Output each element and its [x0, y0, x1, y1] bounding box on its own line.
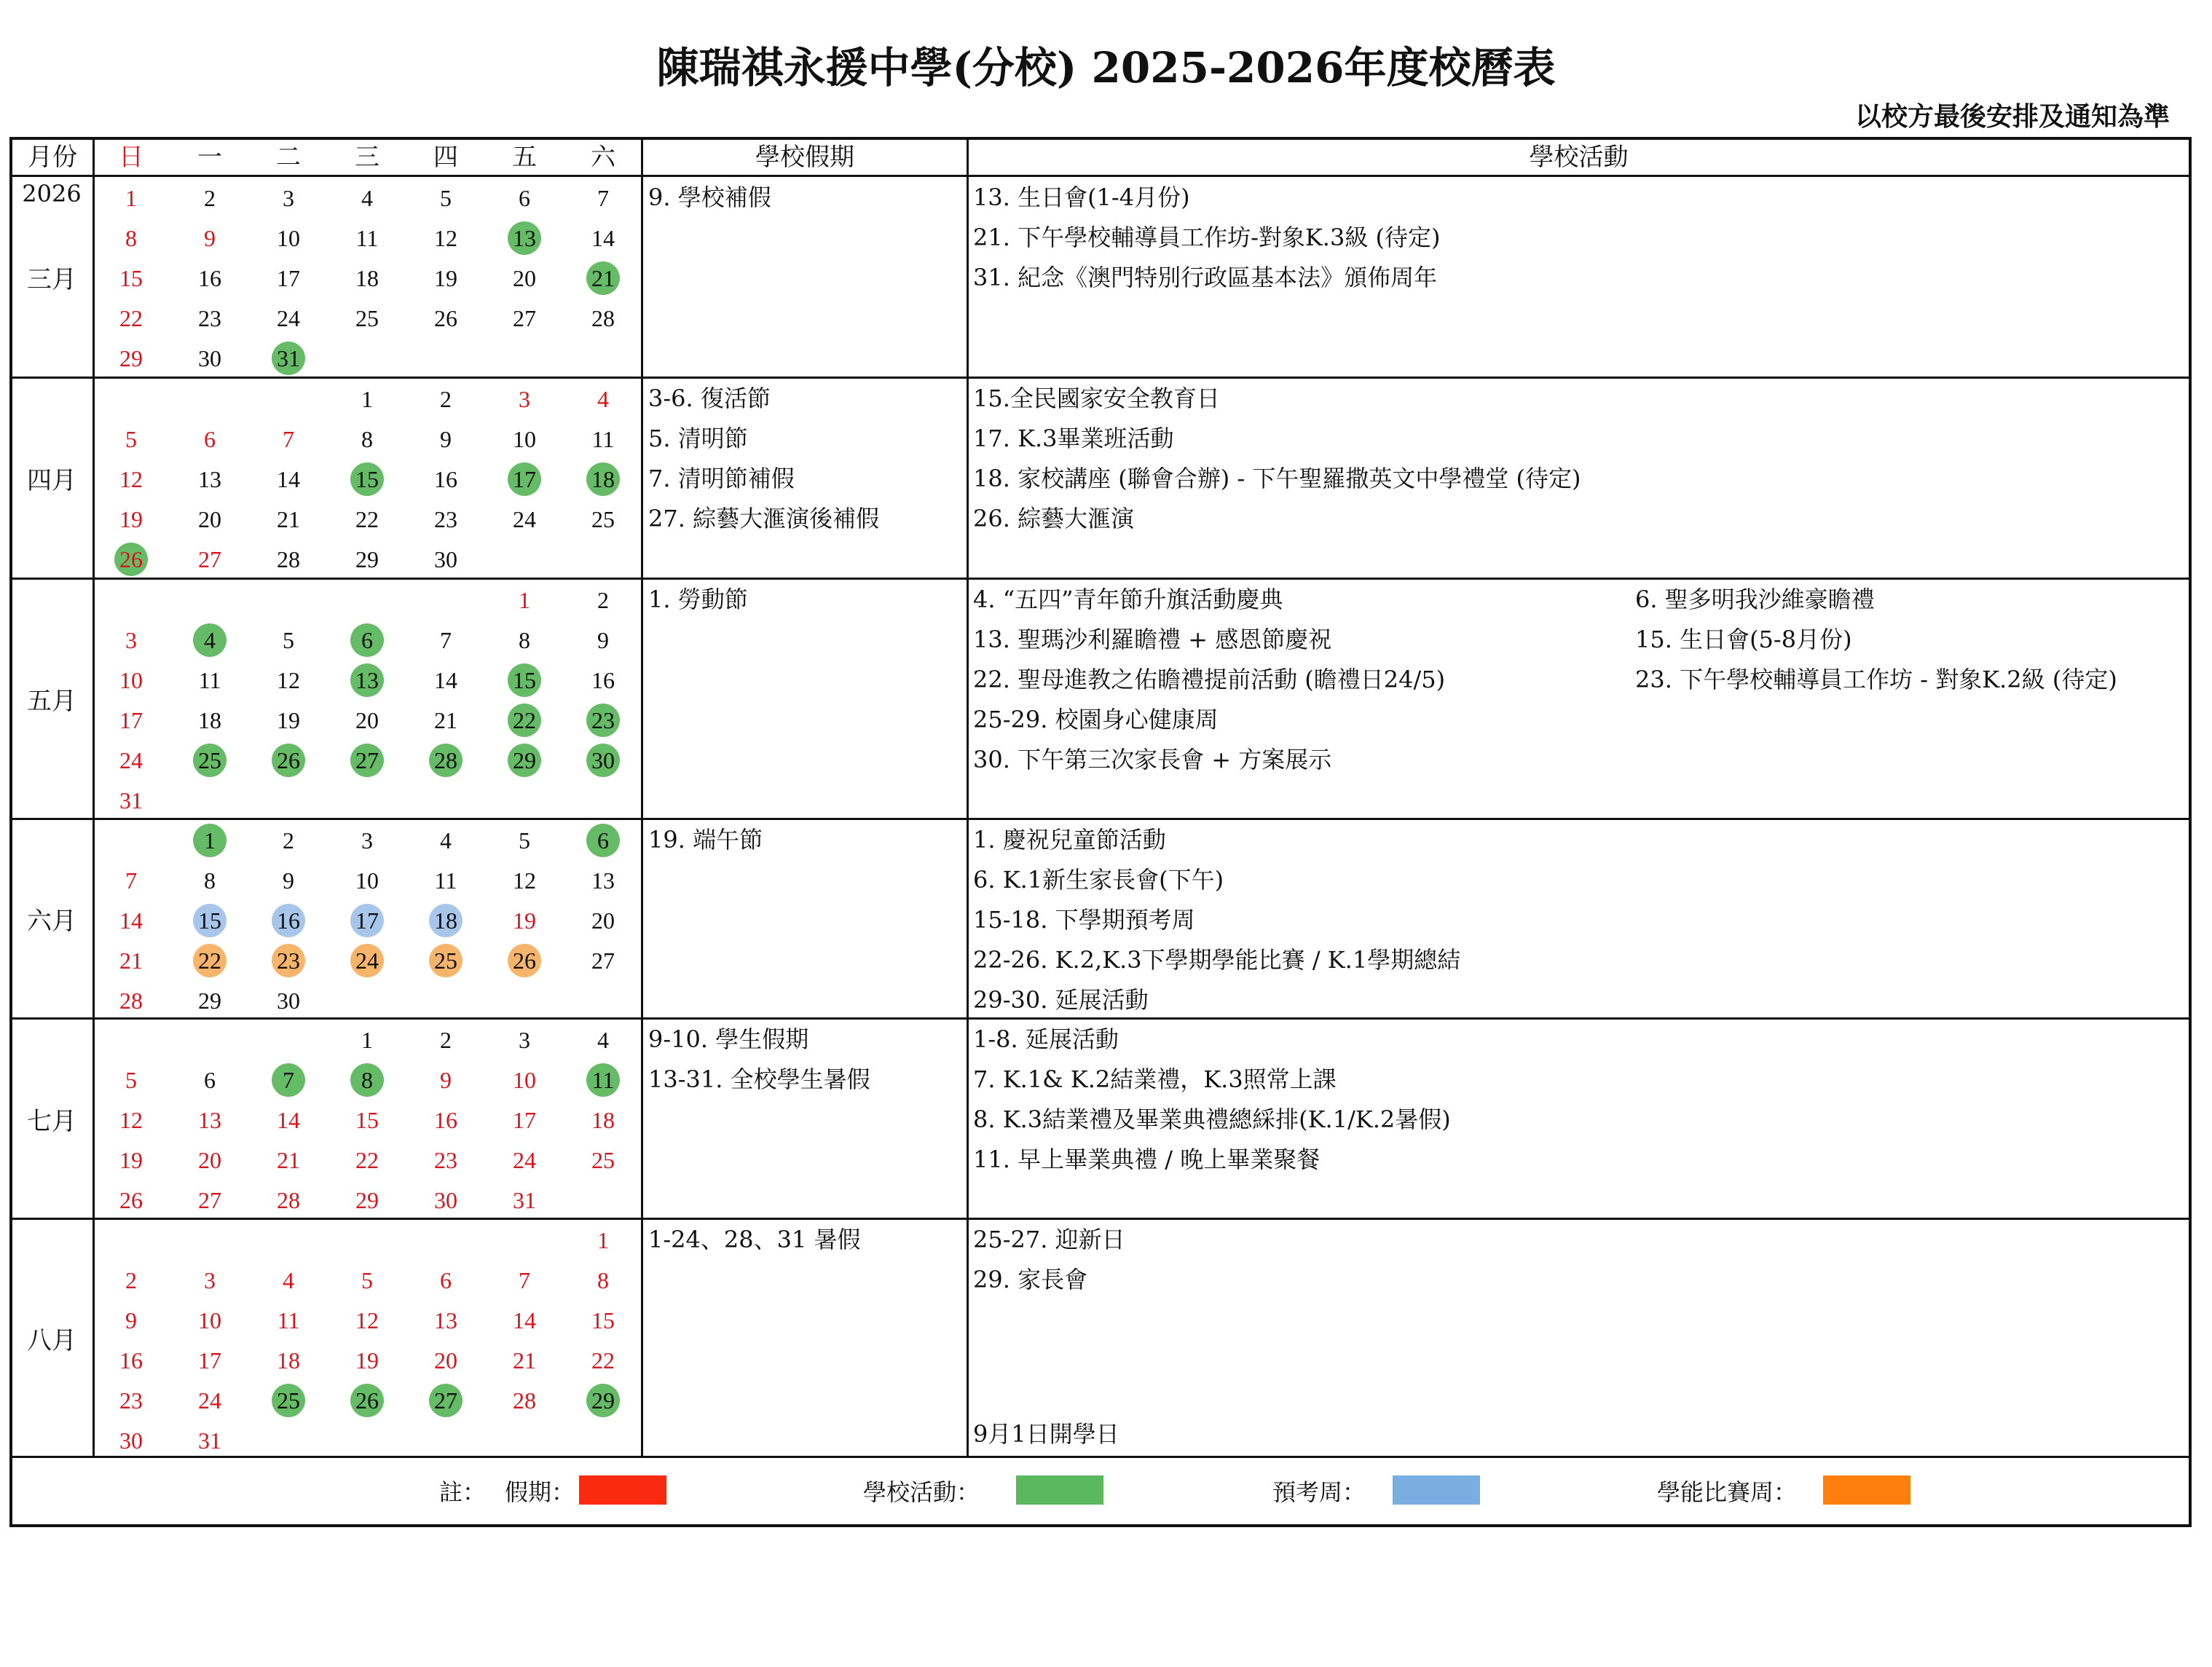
day-number: 10 — [277, 225, 300, 251]
day-number: 2 — [440, 1027, 452, 1053]
day-activity-marked: 18 — [586, 462, 620, 496]
legend-activity-label: 學校活動： — [863, 1478, 980, 1506]
day-number: 24 — [277, 305, 300, 331]
activity-entry: 26. 綜藝大滙演 — [973, 505, 1135, 532]
legend-holiday-label: 假期： — [505, 1478, 575, 1506]
activity-entry: 29-30. 延展活動 — [973, 986, 1149, 1014]
legend-note: 註： — [439, 1478, 487, 1506]
day-number: 14 — [119, 907, 143, 934]
day-number: 4 — [597, 1027, 609, 1053]
day-number: 31 — [198, 1427, 221, 1454]
day-number: 20 — [198, 1147, 221, 1173]
day-number: 15 — [119, 265, 143, 291]
day-number: 18 — [355, 265, 379, 291]
holiday-entry: 7. 清明節補假 — [648, 465, 795, 492]
day-number: 18 — [198, 707, 221, 733]
day-number: 19 — [119, 1147, 143, 1173]
day-number: 21 — [119, 947, 143, 974]
day-number: 12 — [277, 667, 300, 693]
weekday-header: 日 — [119, 143, 143, 172]
day-number: 4 — [440, 827, 452, 854]
activity-entry: 8. K.3結業禮及畢業典禮總綵排(K.1/K.2暑假) — [973, 1106, 1451, 1133]
activity-entry: 21. 下午學校輔導員工作坊-對象K.3級 (待定) — [973, 224, 1441, 251]
activity-entry: 25-29. 校園身心健康周 — [973, 706, 1219, 733]
day-number: 3 — [204, 1267, 216, 1293]
day-number: 30 — [119, 1427, 143, 1454]
day-number: 16 — [198, 265, 221, 291]
day-number: 18 — [591, 1107, 615, 1133]
activity-entry: 1. 慶祝兒童節活動 — [973, 826, 1166, 854]
legend-activity-swatch — [1016, 1475, 1103, 1505]
day-number: 21 — [434, 707, 457, 733]
holiday-entry: 5. 清明節 — [648, 425, 748, 452]
holiday-entry: 27. 綜藝大滙演後補假 — [648, 505, 880, 532]
day-activity-marked: 31 — [272, 342, 305, 375]
activity-entry: 15-18. 下學期預考周 — [973, 906, 1195, 934]
row-divider — [9, 175, 2192, 177]
day-number: 23 — [198, 305, 221, 331]
day-activity-marked: 26 — [114, 543, 148, 576]
legend-holiday-swatch — [579, 1475, 666, 1505]
weekday-header: 二 — [276, 143, 301, 172]
weekday-header: 一 — [197, 143, 222, 172]
day-number: 1 — [125, 185, 137, 211]
holiday-entry: 9-10. 學生假期 — [648, 1025, 809, 1053]
day-number: 9 — [204, 225, 216, 251]
day-activity-marked: 4 — [193, 623, 227, 657]
day-number: 27 — [513, 305, 536, 331]
day-number: 13 — [198, 466, 221, 492]
day-number: 15 — [355, 1107, 379, 1133]
day-activity-marked: 6 — [586, 824, 620, 857]
activity-entry: 31. 紀念《澳門特別行政區基本法》頒佈周年 — [973, 264, 1438, 291]
day-number: 9 — [440, 1067, 452, 1093]
day-number: 21 — [277, 1147, 300, 1173]
day-number: 30 — [434, 546, 457, 572]
day-number: 17 — [198, 1347, 221, 1374]
day-number: 1 — [519, 587, 530, 613]
day-number: 11 — [355, 225, 379, 251]
day-number: 10 — [119, 667, 143, 693]
day-number: 12 — [355, 1307, 379, 1333]
day-number: 1 — [597, 1227, 609, 1253]
day-number: 23 — [434, 506, 457, 532]
day-activity-marked: 17 — [508, 462, 541, 496]
month-label: 四月 — [27, 466, 76, 495]
day-activity-marked: 15 — [350, 462, 384, 496]
day-number: 12 — [119, 1107, 143, 1133]
day-number: 6 — [204, 1067, 216, 1093]
day-number: 11 — [434, 867, 457, 894]
day-number: 31 — [513, 1187, 536, 1213]
day-number: 28 — [119, 988, 143, 1014]
day-number: 20 — [513, 265, 536, 291]
day-number: 22 — [119, 305, 143, 331]
day-number: 12 — [119, 466, 143, 492]
day-number: 13 — [591, 867, 615, 894]
day-activity-marked: 25 — [193, 744, 227, 777]
day-activity-marked: 30 — [586, 744, 620, 777]
day-number: 12 — [434, 225, 457, 251]
year-label: 2026 — [22, 180, 82, 208]
day-number: 23 — [434, 1147, 457, 1173]
day-number: 5 — [125, 1067, 137, 1093]
day-number: 24 — [119, 747, 143, 773]
legend-competition-swatch — [1823, 1475, 1910, 1505]
day-number: 28 — [277, 1187, 300, 1213]
day-number: 20 — [591, 907, 615, 934]
day-number: 2 — [440, 386, 452, 412]
month-label: 八月 — [27, 1325, 76, 1355]
day-number: 15 — [591, 1307, 615, 1333]
day-number: 5 — [361, 1267, 373, 1293]
activity-entry-right: 15. 生日會(5-8月份) — [1635, 626, 1852, 653]
day-number: 19 — [434, 265, 457, 291]
day-number: 29 — [198, 988, 221, 1014]
day-activity-marked: 11 — [586, 1063, 620, 1097]
day-activity-marked: 7 — [272, 1063, 305, 1097]
day-number: 10 — [355, 867, 379, 894]
activity-entry: 15.全民國家安全教育日 — [973, 385, 1220, 412]
day-number: 4 — [361, 185, 373, 211]
activity-entry: 22. 聖母進教之佑瞻禮提前活動 (瞻禮日24/5) — [973, 666, 1446, 693]
activity-entry: 30. 下午第三次家長會 + 方案展示 — [973, 746, 1332, 773]
day-number: 9 — [283, 867, 294, 894]
day-competition-marked: 24 — [350, 944, 384, 977]
day-number: 14 — [513, 1307, 536, 1333]
day-activity-marked: 26 — [350, 1384, 384, 1417]
day-number: 19 — [355, 1347, 379, 1374]
day-number: 2 — [204, 185, 216, 211]
day-number: 16 — [119, 1347, 143, 1374]
day-number: 28 — [591, 305, 615, 331]
day-number: 25 — [591, 506, 615, 532]
column-divider — [641, 137, 643, 1457]
day-number: 24 — [198, 1387, 221, 1414]
day-number: 28 — [513, 1387, 536, 1414]
header-activities: 學校活動 — [1529, 143, 1629, 172]
activity-entry: 7. K.1& K.2結業禮，K.3照常上課 — [973, 1065, 1337, 1093]
activity-entry: 13. 生日會(1-4月份) — [973, 184, 1190, 211]
day-number: 3 — [125, 627, 137, 653]
day-number: 3 — [519, 1027, 530, 1053]
weekday-header: 五 — [512, 143, 537, 172]
day-activity-marked: 27 — [350, 744, 384, 777]
day-activity-marked: 27 — [429, 1384, 463, 1417]
day-activity-marked: 13 — [508, 221, 541, 255]
day-activity-marked: 21 — [586, 261, 620, 295]
day-number: 6 — [204, 426, 216, 452]
day-competition-marked: 25 — [429, 944, 463, 977]
holiday-entry: 3-6. 復活節 — [648, 385, 771, 412]
day-activity-marked: 8 — [350, 1063, 384, 1097]
activity-entry: 6. K.1新生家長會(下午) — [973, 866, 1224, 894]
day-number: 8 — [204, 867, 216, 894]
day-number: 19 — [119, 506, 143, 532]
day-number: 9 — [440, 426, 452, 452]
page-subtitle: 以校方最後安排及通知為準 — [1854, 102, 2170, 132]
day-activity-marked: 6 — [350, 623, 384, 657]
day-exam-marked: 17 — [350, 904, 384, 937]
activity-entry: 29. 家長會 — [973, 1266, 1088, 1293]
day-number: 3 — [361, 827, 373, 854]
day-number: 22 — [355, 1147, 379, 1173]
activity-entry-right: 23. 下午學校輔導員工作坊 - 對象K.2級 (待定) — [1635, 666, 2117, 693]
legend-competition-label: 學能比賽周： — [1657, 1478, 1798, 1506]
day-number: 7 — [125, 867, 137, 894]
day-number: 27 — [198, 1187, 221, 1213]
day-number: 28 — [277, 546, 300, 572]
day-number: 7 — [283, 426, 294, 452]
day-number: 3 — [519, 386, 530, 412]
holiday-entry: 1-24、28、31 暑假 — [648, 1226, 861, 1253]
day-competition-marked: 26 — [508, 944, 541, 977]
school-start-note: 9月1日開學日 — [973, 1420, 1119, 1448]
day-number: 2 — [283, 827, 294, 854]
day-number: 29 — [355, 1187, 379, 1213]
day-number: 20 — [198, 506, 221, 532]
column-divider — [93, 137, 95, 1457]
day-exam-marked: 18 — [429, 904, 463, 937]
day-number: 5 — [283, 627, 294, 653]
legend-exam-label: 預考周： — [1272, 1478, 1366, 1506]
day-number: 22 — [355, 506, 379, 532]
day-number: 21 — [277, 506, 300, 532]
day-exam-marked: 15 — [193, 904, 227, 937]
day-number: 26 — [434, 305, 457, 331]
activity-entry: 11. 早上畢業典禮 / 晚上畢業聚餐 — [973, 1146, 1320, 1173]
day-number: 4 — [283, 1267, 294, 1293]
weekday-header: 四 — [433, 143, 458, 172]
day-number: 17 — [513, 1107, 536, 1133]
day-activity-marked: 28 — [429, 744, 463, 777]
day-number: 13 — [434, 1307, 457, 1333]
day-number: 7 — [597, 185, 609, 211]
activity-entry: 17. K.3畢業班活動 — [973, 425, 1174, 452]
month-label: 五月 — [27, 687, 76, 716]
day-number: 3 — [283, 185, 294, 211]
day-competition-marked: 22 — [193, 944, 227, 977]
legend-exam-swatch — [1393, 1475, 1480, 1505]
activity-entry: 18. 家校講座 (聯會合辦) - 下午聖羅撒英文中學禮堂 (待定) — [973, 465, 1581, 492]
day-number: 27 — [591, 947, 615, 974]
day-number: 27 — [198, 546, 221, 572]
day-number: 30 — [198, 345, 221, 371]
day-activity-marked: 26 — [272, 744, 305, 777]
day-activity-marked: 13 — [350, 663, 384, 697]
activity-entry: 25-27. 迎新日 — [973, 1226, 1125, 1253]
header-holidays: 學校假期 — [755, 143, 854, 172]
day-number: 31 — [119, 787, 143, 813]
day-number: 5 — [125, 426, 137, 452]
day-number: 8 — [125, 225, 137, 251]
weekday-header: 三 — [355, 143, 379, 172]
day-number: 8 — [597, 1267, 609, 1293]
holiday-entry: 9. 學校補假 — [648, 184, 771, 211]
day-number: 23 — [119, 1387, 143, 1414]
day-number: 24 — [513, 1147, 536, 1173]
day-number: 4 — [597, 386, 609, 412]
day-number: 5 — [519, 827, 530, 854]
day-number: 8 — [519, 627, 530, 653]
day-number: 8 — [361, 426, 373, 452]
activity-entry: 22-26. K.2,K.3下學期學能比賽 / K.1學期總結 — [973, 946, 1461, 974]
day-number: 24 — [513, 506, 536, 532]
day-number: 22 — [591, 1347, 615, 1374]
day-number: 25 — [355, 305, 379, 331]
day-number: 16 — [434, 1107, 457, 1133]
legend — [12, 1457, 2189, 1524]
day-number: 10 — [513, 1067, 536, 1093]
day-activity-marked: 22 — [508, 704, 541, 737]
day-number: 20 — [434, 1347, 457, 1374]
activity-entry: 4. “五四”青年節升旗活動慶典 — [973, 586, 1283, 613]
day-number: 14 — [434, 667, 457, 693]
day-number: 10 — [513, 426, 536, 452]
holiday-entry: 19. 端午節 — [648, 826, 763, 854]
day-activity-marked: 15 — [508, 663, 541, 697]
day-number: 29 — [355, 546, 379, 572]
activity-entry: 13. 聖瑪沙利羅瞻禮 + 感恩節慶祝 — [973, 626, 1332, 653]
day-number: 2 — [125, 1267, 137, 1293]
day-number: 30 — [434, 1187, 457, 1213]
day-number: 16 — [591, 667, 615, 693]
day-number: 21 — [513, 1347, 536, 1374]
day-activity-marked: 25 — [272, 1384, 305, 1417]
day-number: 12 — [513, 867, 536, 894]
header-month: 月份 — [28, 143, 77, 172]
day-number: 19 — [513, 907, 536, 934]
day-number: 25 — [591, 1147, 615, 1173]
month-label: 三月 — [27, 265, 76, 294]
column-divider — [967, 137, 969, 1457]
day-number: 10 — [198, 1307, 221, 1333]
day-number: 11 — [591, 426, 615, 452]
day-number: 9 — [597, 627, 609, 653]
month-label: 七月 — [27, 1106, 76, 1136]
day-number: 29 — [119, 345, 143, 371]
day-number: 9 — [125, 1307, 137, 1333]
day-number: 20 — [355, 707, 379, 733]
day-exam-marked: 16 — [272, 904, 305, 937]
day-activity-marked: 29 — [586, 1384, 620, 1417]
page-title: 陳瑞祺永援中學(分校) 2025-2026年度校曆表 — [656, 43, 1556, 92]
day-number: 26 — [119, 1187, 143, 1213]
day-number: 7 — [519, 1267, 530, 1293]
day-number: 1 — [361, 1027, 373, 1053]
day-activity-marked: 29 — [508, 744, 541, 777]
day-number: 2 — [597, 587, 609, 613]
day-number: 5 — [440, 185, 452, 211]
day-number: 17 — [277, 265, 300, 291]
month-label: 六月 — [27, 907, 76, 936]
day-number: 6 — [519, 185, 530, 211]
day-number: 14 — [591, 225, 615, 251]
day-number: 16 — [434, 466, 457, 492]
day-number: 19 — [277, 707, 300, 733]
holiday-entry: 13-31. 全校學生暑假 — [648, 1065, 870, 1093]
day-number: 30 — [277, 988, 300, 1014]
holiday-entry: 1. 勞動節 — [648, 586, 748, 613]
day-number: 18 — [277, 1347, 300, 1374]
day-number: 14 — [277, 466, 300, 492]
day-number: 7 — [440, 627, 452, 653]
weekday-header: 六 — [591, 143, 615, 172]
activity-entry-right: 6. 聖多明我沙維豪瞻禮 — [1635, 586, 1875, 613]
day-activity-marked: 23 — [586, 704, 620, 737]
day-activity-marked: 1 — [193, 824, 227, 857]
activity-entry: 1-8. 延展活動 — [973, 1025, 1119, 1053]
day-number: 13 — [198, 1107, 221, 1133]
day-number: 17 — [119, 707, 143, 733]
day-number: 1 — [361, 386, 373, 412]
day-number: 6 — [440, 1267, 452, 1293]
day-competition-marked: 23 — [272, 944, 305, 977]
day-number: 14 — [277, 1107, 300, 1133]
day-number: 11 — [198, 667, 221, 693]
day-number: 11 — [277, 1307, 300, 1333]
